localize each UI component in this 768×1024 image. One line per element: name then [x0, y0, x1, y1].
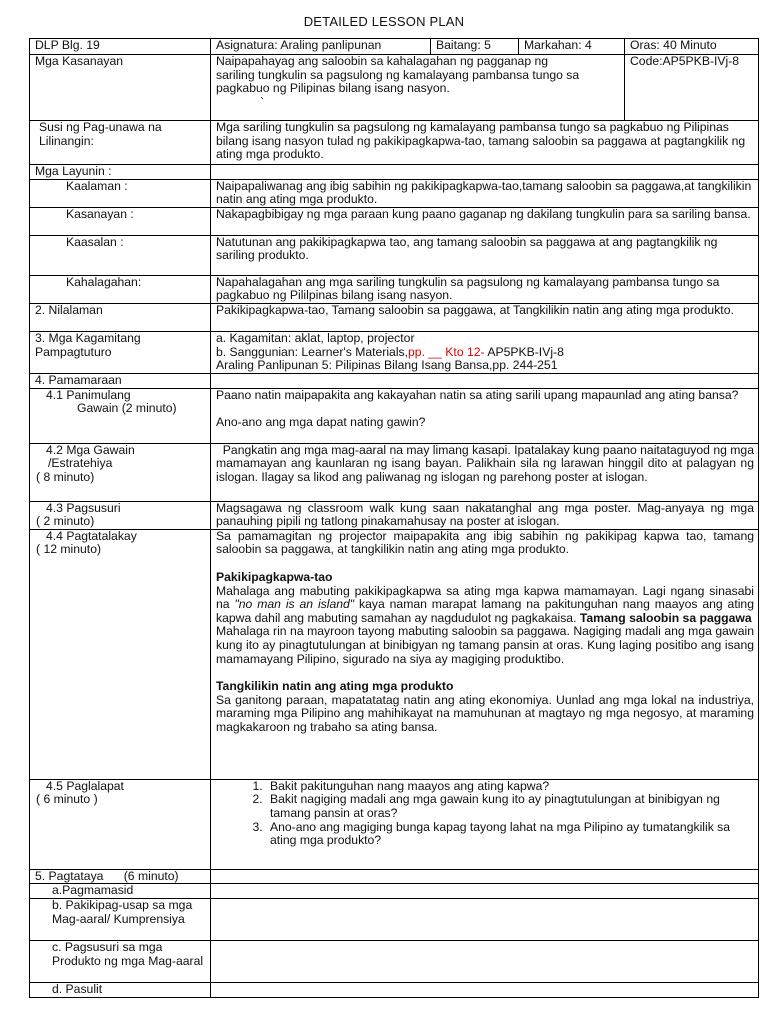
- materials-line: a. Kagamitan: aklat, laptop, projector: [216, 331, 415, 345]
- motivation-cell: [211, 388, 759, 443]
- content-text: Pakikipagkapwa-tao, Tamang saloobin sa paggawa, at Tangkilikin natin ang ating mga produkto.: [211, 303, 759, 331]
- products-label: c. Pagsusuri sa mga Produkto ng mga Mag-aaral: [30, 940, 211, 982]
- key-understanding-row: [30, 121, 759, 165]
- skill-text: Nakapagbibigay ng mga paraan kung paano gaganap ng dakilang tungkulin para sa sariling bansa.: [211, 207, 759, 235]
- objective-values-row: [30, 275, 759, 303]
- analysis-row: [30, 501, 759, 529]
- objective-knowledge-row: [30, 179, 759, 207]
- heading-produkto: Tangkilikin natin ang ating mga produkto: [216, 679, 454, 694]
- motivation-label: 4.1 Panimulang Gawain (2 minuto): [30, 388, 211, 443]
- document-title: DETAILED LESSON PLAN: [303, 14, 465, 29]
- analysis-label: 4.3 Pagsusuri ( 2 minuto): [30, 501, 211, 529]
- materials-row: [30, 331, 759, 373]
- objectives-label: Mga Layunin :: [30, 165, 211, 180]
- values-text: Napahalagahan ang mga sariling tungkulin sa pagsulong ng kamalayang pambansa tungo sa pagkabuo ng Pililpinas bilang isang nasyon.: [211, 275, 759, 303]
- competency-cell: [211, 55, 625, 121]
- knowledge-label: Kaalaman :: [30, 179, 211, 207]
- values-label: Kahalagahan:: [30, 275, 211, 303]
- duration: Oras: 40 Minuto: [625, 39, 759, 55]
- quiz-label: d. Pasulit: [30, 982, 211, 997]
- paragraph-pakikipagkapwa: Mahalaga ang mabuting pakikipagkapwa sa ating mga kapwa mamamayan. Lagi ngang sinasabi na "no man is an island" kaya naman marapat lamang na pakitunguhan nang maayos ang ating kapwa dahil ang mabuting samahan ay nagdudulot ng pagkakaisa. Tamang saloobin sa paggawa: [216, 583, 754, 625]
- quarter: Markahan: 4: [519, 39, 625, 55]
- assessment-quiz-row: [30, 982, 759, 997]
- knowledge-text: Naipapaliwanag ang ibig sabihin ng pakikipagkapwa-tao,tamang saloobin sa paggawa,at tangkilikin natin ang ating mga produkto.: [211, 179, 759, 207]
- discussion-label: 4.4 Pagtatalakay ( 12 minuto): [30, 529, 211, 779]
- lesson-plan-table: [29, 38, 759, 998]
- content-label: 2. Nilalaman: [30, 303, 211, 331]
- competency-label: Mga Kasanayan: [30, 55, 211, 121]
- objectives-row: [30, 165, 759, 180]
- content-row: [30, 303, 759, 331]
- assessment-label: 5. Pagtataya (6 minuto): [30, 869, 211, 884]
- application-row: [30, 779, 759, 869]
- heading-pakikipagkapwa: Pakikipagkapwa-tao: [216, 569, 333, 584]
- activity-text: Pangkatin ang mga mag-aaral na may limang kasapi. Ipatalakay kung paano naitataguyod ng mga mamamayan ang kaunlaran ng isang bayan. Palikhain sila ng larawan hinggil dito at palagyan ng islogan. Ilagay sa likod ang paliwanag ng islogan ng parehong poster at islogan.: [211, 443, 759, 501]
- textbook-line: Araling Panlipunan 5: Pilipinas Bilang Isang Bansa,pp. 244-251: [216, 358, 558, 373]
- assessment-products-row: [30, 940, 759, 982]
- competency-row: [30, 55, 759, 121]
- paragraph-saloobin: Mahalaga rin na mayroon tayong mabuting saloobin sa paggawa. Nagiging madali ang mga gawain kung ito ay pinagtutulungan at binibigyan ng tamang pansin at oras. Kung laging positibo ang isang mamamayang Pilipino, sigurado na siya ay magiging produktibo.: [216, 624, 754, 666]
- materials-cell: [211, 331, 759, 373]
- application-cell: [211, 779, 759, 869]
- motivation-question-2: Ano-ano ang mga dapat nating gawin?: [216, 415, 426, 430]
- list-item: 3. Ano-ano ang magiging bunga kapag tayong lahat na mga Pilipino ay tumatangkilik sa ating mga produkto?: [266, 821, 754, 848]
- procedure-row: [30, 373, 759, 388]
- activity-label: 4.2 Mga Gawain /Estratehiya ( 8 minuto): [30, 443, 211, 501]
- objective-skill-row: [30, 207, 759, 235]
- application-questions: [216, 780, 754, 848]
- assessment-conference-row: [30, 898, 759, 940]
- attitude-label: Kaasalan :: [30, 235, 211, 275]
- discussion-cell: [211, 529, 759, 779]
- list-item: 1. Bakit pakitunguhan nang maayos ang ating kapwa?: [266, 780, 754, 794]
- header-row: [30, 39, 759, 55]
- assessment-observation-row: [30, 884, 759, 899]
- motivation-question: Paano natin maipapakita ang kakayahan natin sa ating sarili upang mapaunlad ang ating bansa?: [216, 388, 739, 402]
- references-line: b. Sanggunian: Learner's Materials,: [216, 344, 409, 359]
- assessment-row: [30, 869, 759, 884]
- analysis-text: Magsagawa ng classroom walk kung saan nakatanghal ang mga poster. Mag-anyaya ng mga panauhing pipili ng tatlong pinakamahusay na poster at islogan.: [211, 501, 759, 529]
- paragraph-produkto: Sa ganitong paraan, mapatatatag natin ang ating ekonomiya. Uunlad ang mga lokal na industriya, maraming mga Pilipino ang mahihikayat na mamuhunan at magtayo ng mga negosyo, at maraming magkakaroon ng trabaho sa ating bansa.: [216, 692, 754, 734]
- procedure-label: 4. Pamamaraan: [30, 373, 211, 388]
- key-understanding-text: Mga sariling tungkulin sa pagsulong ng kamalayang pambansa tungo sa pagkabuo ng Pilipinas bilang isang nasyon tulad ng pakikipagkapwa-tao, tamang saloobin sa paggawa at pagtangkilik ng ating mga produkto.: [211, 121, 759, 165]
- key-understanding-label: Susi ng Pag-unawa na Lilinangin:: [30, 121, 211, 165]
- subject: Asignatura: Araling panlipunan: [211, 39, 431, 55]
- list-item: 2. Bakit nagiging madali ang mga gawain kung ito ay pinagtutulungan at binibigyan ng tamang pansin at oras?: [266, 793, 754, 820]
- discussion-row: [30, 529, 759, 779]
- objective-attitude-row: [30, 235, 759, 275]
- competency-code: Code:AP5PKB-IVj-8: [625, 55, 759, 121]
- attitude-text: Natutunan ang pakikipagkapwa tao, ang tamang saloobin sa paggawa at ang pagtangkilik ng sariling produkto.: [211, 235, 759, 275]
- dlp-number: DLP Blg. 19: [30, 39, 211, 55]
- application-label: 4.5 Paglalapat ( 6 minuto ): [30, 779, 211, 869]
- skill-label: Kasanayan :: [30, 207, 211, 235]
- references-code: AP5PKB-IVj-8: [484, 344, 564, 359]
- stray-mark: `: [260, 94, 265, 109]
- conference-label: b. Pakikipag-usap sa mga Mag-aaral/ Kumprensiya: [30, 898, 211, 940]
- discussion-intro: Sa pamamagitan ng projector maipapakita ang ibig sabihin ng pakikipag kapwa tao, tamang saloobin sa paggawa, at tangkilikin natin ang ating mga produkto.: [216, 529, 754, 557]
- motivation-row: [30, 388, 759, 443]
- observation-label: a.Pagmamasid: [30, 884, 211, 899]
- heading-saloobin: Tamang saloobin sa paggawa: [579, 610, 752, 625]
- materials-label: 3. Mga Kagamitang Pampagtuturo: [30, 331, 211, 373]
- grade-level: Baitang: 5: [431, 39, 519, 55]
- references-pages: pp. __ Kto 12-: [408, 344, 485, 359]
- activity-row: [30, 443, 759, 501]
- competency-text: Naipapahayag ang saloobin sa kahalagahan ng pagganap ng sariling tungkulin sa pagsulong ng kamalayang pambansa tungo sa pagkabuo ng Pilipinas bilang isang nasyon.: [216, 54, 580, 96]
